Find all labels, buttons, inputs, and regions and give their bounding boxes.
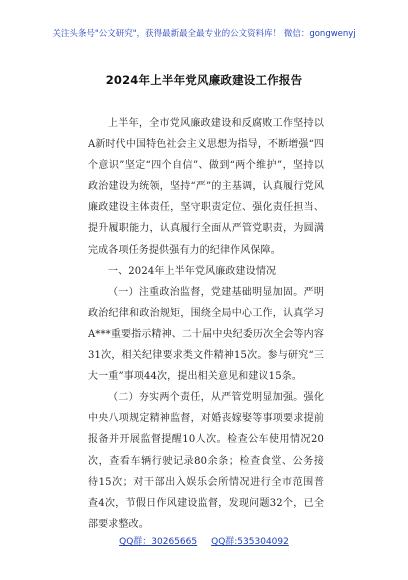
qq-group-1[interactable]: QQ群：30265665 [119, 537, 198, 547]
qq-group-2[interactable]: QQ群:535304092 [211, 537, 289, 547]
footer-contact [0, 534, 408, 547]
header-promo-note: 关注头条号"公文研究"，获得最新最全最专业的公文资料库！ 微信：gongwenyj [52, 29, 356, 39]
document-body [88, 113, 324, 535]
document-title: 2024年上半年党风廉政建设工作报告 [105, 73, 303, 87]
subsection-paragraph: （二）夯实两个责任，从严管党明显加强。强化中央八项规定精神监督，对婚丧嫁娶等事项要求提前报备并开展监督提醒10人次。检查公车使用情况20次，查看车辆行驶记录80余条；检查食堂、公务接待15次；对干部出入娱乐会所情况进行全市范围普查4次，节假日作风建设监督，发现问题32个，已全部要求整改。 [88, 392, 324, 530]
section-heading: 一、2024年上半年党风廉政建设情况 [108, 265, 277, 277]
subsection-paragraph: （一）注重政治监督，党建基础明显加固。严明政治纪律和政治规矩，围绕全局中心工作，认真学习A***重要指示精神、二十届中央纪委历次全会等内容31次，相关纪律要求类文件精神15次。参与研究“三大一重”事项44次，提出相关意见和建议15条。 [88, 286, 324, 383]
intro-paragraph: 上半年，全市党风廉政建设和反腐败工作坚持以A新时代中国特色社会主义思想为指导，不断增强“四个意识”坚定“四个自信”、做到“两个维护”，坚持以政治建设为统领，坚持“严”的主基调，认真履行党风廉政建设主体责任，坚守职责定位、强化责任担当、提升履职能力，认真履行全面从严管党职责，为圆满完成各项任务提供强有力的纪律作风保障。 [88, 118, 324, 256]
